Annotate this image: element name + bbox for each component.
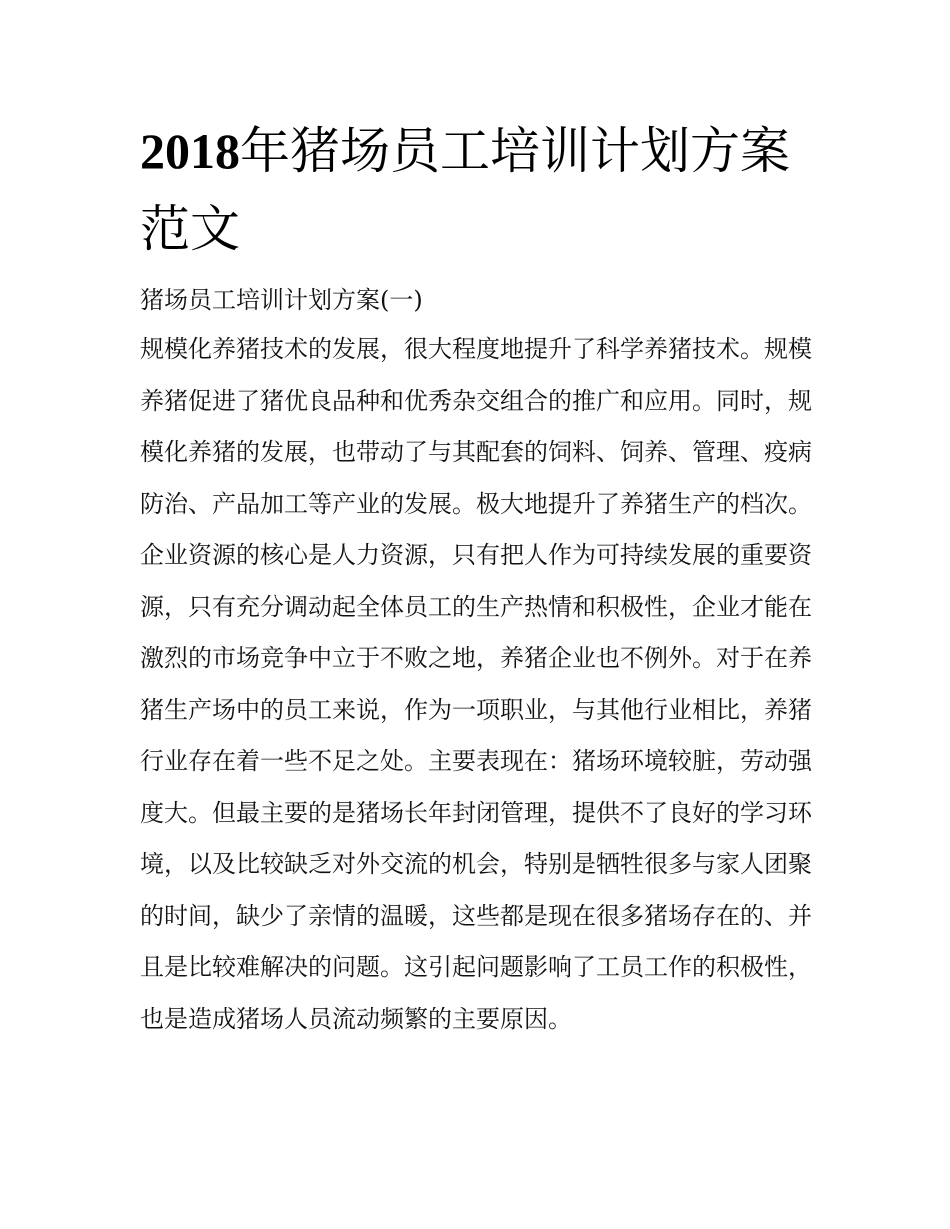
paragraph: 规模化养猪技术的发展，很大程度地提升了科学养猪技术。规模养猪促进了猪优良品种和优秀杂交组合的推广和应用。同时，规模化养猪的发展，也带动了与其配套的饲料、饲养、管理、疫病防治、产品加工等产业的发展。极大地提升了养猪生产的档次。 <box>140 335 812 518</box>
title-text: 年猪场员工培训计划方案范文 <box>140 122 790 258</box>
paragraph: 企业资源的核心是人力资源，只有把人作为可持续发展的重要资源，只有充分调动起全体员工的生产热情和积极性，企业才能在激烈的市场竞争中立于不败之地，养猪企业也不例外。对于在养猪生产场中的员工来说，作为一项职业，与其他行业相比，养猪行业存在着一些不足之处。主要表现在：猪场环境较脏，劳动强度大。但最主要的是猪场长年封闭管理，提供不了良好的学习环境，以及比较缺乏对外交流的机会，特别是牺牲很多与家人团聚的时间，缺少了亲情的温暖，这些都是现在很多猪场存在的、并且是比较难解决的问题。这引起问题影响了工员工作的积极性，也是造成猪场人员流动频繁的主要原因。 <box>140 541 812 1033</box>
document-title <box>140 112 820 268</box>
title-year: 2018 <box>140 123 240 179</box>
document-body <box>140 276 812 1045</box>
section-heading: 猪场员工培训计划方案(一) <box>140 286 423 314</box>
